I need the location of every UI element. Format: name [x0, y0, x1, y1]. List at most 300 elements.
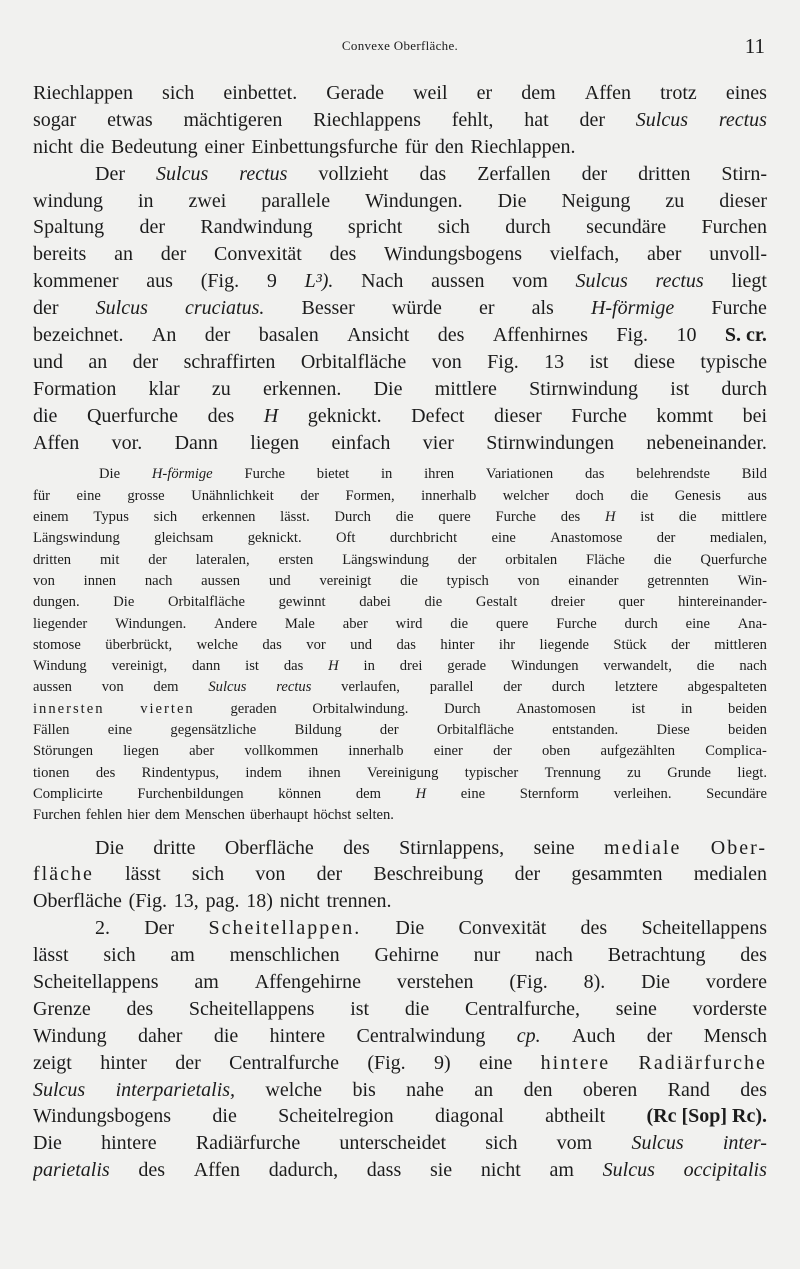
word: der: [132, 350, 159, 373]
word: durch: [551, 679, 585, 696]
word: von: [33, 572, 55, 589]
word: die: [678, 509, 697, 526]
word: entstanden.: [552, 722, 619, 739]
word: Querfurche: [86, 404, 179, 427]
word: am: [194, 970, 219, 993]
word: Der: [144, 917, 175, 940]
text-line: [33, 322, 767, 349]
word: Centralfurche,: [465, 997, 580, 1020]
word: Fig.: [616, 324, 649, 347]
word: geknickt.: [247, 530, 302, 547]
text-line: [33, 295, 767, 322]
word: Sulcus: [95, 297, 148, 320]
word: Variationen: [485, 466, 554, 483]
text-line: [33, 720, 767, 741]
word: der: [457, 551, 477, 568]
word: Besser: [301, 297, 355, 320]
word: Die: [373, 377, 403, 400]
word: eine: [107, 722, 133, 739]
word: Sulcus: [635, 108, 689, 131]
word: höchst: [313, 807, 352, 824]
word: Windung: [33, 1024, 107, 1047]
word: Beschreibung: [373, 863, 484, 886]
word: Auch: [572, 1024, 616, 1047]
word: das: [419, 162, 447, 185]
word: Male: [284, 615, 315, 632]
word: fehlt,: [451, 108, 494, 131]
text-line: [33, 571, 767, 592]
word: Durch: [444, 700, 481, 717]
text-line: [33, 741, 767, 762]
word: einer: [433, 743, 463, 760]
word: nur: [473, 944, 501, 967]
word: Affen: [33, 431, 80, 454]
word: Windungen.: [115, 615, 187, 632]
word: die: [400, 572, 418, 589]
word: aussen: [33, 679, 72, 696]
word: lässt: [125, 863, 161, 886]
word: ist: [350, 997, 370, 1020]
word: Orbitalwindung.: [312, 700, 409, 717]
word: Sulcus: [156, 162, 209, 185]
word: Gehirne: [374, 944, 439, 967]
word: Einbettungsfurche: [251, 135, 398, 158]
word: abtheilt: [545, 1105, 606, 1128]
word: Längswindung: [342, 551, 429, 568]
word: Sulcus: [575, 270, 628, 293]
word: fläche: [33, 863, 94, 886]
word: Scheitelregion: [278, 1105, 394, 1128]
word: das: [283, 658, 304, 675]
page-header: [33, 36, 767, 58]
word: der: [316, 863, 343, 886]
word: an: [114, 243, 133, 266]
word: typisch: [446, 572, 489, 589]
word: doch: [575, 487, 604, 504]
text-line: [33, 214, 767, 241]
word: Die: [95, 836, 124, 859]
word: vereinigt: [319, 572, 372, 589]
word: Diese: [656, 722, 690, 739]
word: zeigt: [33, 1051, 72, 1074]
word: hat: [524, 108, 549, 131]
text-line: [33, 403, 767, 430]
word: hinter: [100, 1051, 147, 1074]
word: Oberfläche: [224, 836, 314, 859]
word: von: [431, 350, 462, 373]
word: nebeneinander.: [646, 431, 767, 454]
word: nahe: [406, 1078, 444, 1101]
word: für: [33, 487, 51, 504]
word: 13,: [173, 890, 199, 913]
word: Längswindung: [33, 530, 120, 547]
word: zu: [665, 189, 685, 212]
word: innerhalb: [421, 487, 477, 504]
word: in: [363, 658, 375, 675]
word: Bildung: [294, 722, 342, 739]
word: durch: [505, 216, 551, 239]
word: Furche: [556, 615, 597, 632]
word: liegen: [123, 743, 159, 760]
word: lässt: [33, 944, 69, 967]
word: gleichsam: [154, 530, 214, 547]
word: indem: [245, 764, 282, 781]
word: belehrendste: [636, 466, 710, 483]
word: Windungsbogens: [33, 1105, 172, 1128]
word: hintere: [101, 1132, 157, 1155]
word: der: [503, 679, 522, 696]
word: Sternform: [519, 785, 579, 802]
word: der: [379, 722, 399, 739]
word: Nach: [361, 270, 404, 293]
text-line: [33, 550, 767, 571]
word: Furchen: [701, 216, 767, 239]
word: liegt.: [737, 764, 767, 781]
word: Dann: [174, 431, 218, 454]
word: ist: [245, 658, 259, 675]
word: des: [560, 509, 581, 526]
text-line: [33, 376, 767, 403]
word: wird: [395, 615, 423, 632]
word: Die: [641, 970, 671, 993]
word: cruciatus.: [184, 297, 265, 320]
word: überhaupt: [249, 807, 309, 824]
word: typische: [700, 350, 767, 373]
word: Riechlappen.: [470, 135, 576, 158]
word: und: [350, 636, 373, 653]
word: schraffirten: [183, 350, 276, 373]
word: weil: [413, 82, 448, 104]
word: der: [656, 530, 676, 547]
word: ihr: [498, 636, 516, 653]
text-line: [33, 699, 767, 720]
word: durch: [721, 377, 767, 400]
word: hintereinander-: [678, 594, 767, 611]
word: dabei: [359, 594, 391, 611]
word: orbitalen: [505, 551, 558, 568]
word: ist: [640, 509, 655, 526]
word: der: [300, 487, 320, 504]
word: vor: [306, 636, 326, 653]
word: liegende: [539, 636, 589, 653]
text-line: [33, 614, 767, 635]
word: innersten: [33, 700, 105, 717]
word: Affengehirne: [254, 970, 361, 993]
word: der: [139, 216, 166, 239]
word: gesammten: [571, 863, 663, 886]
word: ersten: [278, 551, 314, 568]
word: seine: [615, 997, 657, 1020]
word: Formation: [33, 377, 117, 400]
word: Orbitalfläche: [436, 722, 514, 739]
word: Scheitellappen.: [208, 917, 362, 940]
word: den: [434, 135, 464, 158]
text-line: [33, 635, 767, 656]
word: der: [204, 324, 231, 347]
word: H-förmige: [151, 466, 213, 483]
word: ist: [631, 700, 646, 717]
word: liegt: [731, 270, 767, 293]
word: daher: [138, 1024, 183, 1047]
word: 13: [544, 350, 565, 373]
word: sich: [162, 82, 195, 104]
word: Win-: [737, 572, 767, 589]
word: nach: [739, 658, 767, 675]
word: geknickt.: [307, 404, 382, 427]
word: rectus: [276, 679, 312, 696]
word: lässt.: [280, 509, 310, 526]
word: medialen: [693, 863, 767, 886]
word: zwei: [188, 189, 227, 212]
word: bereits: [33, 243, 87, 266]
word: Menschen: [184, 807, 245, 824]
word: erkennen: [201, 509, 256, 526]
word: Oberfläche: [33, 890, 122, 913]
word: ist: [589, 350, 609, 373]
body-text: [33, 80, 767, 1184]
word: er: [478, 297, 495, 320]
word: dem: [154, 807, 180, 824]
paragraph: [33, 835, 767, 916]
word: für: [404, 135, 429, 158]
word: Typus: [93, 509, 129, 526]
word: dass: [366, 1159, 402, 1182]
word: hier: [127, 807, 150, 824]
word: eine: [460, 785, 486, 802]
word: seine: [533, 836, 575, 859]
word: vordere: [705, 970, 767, 993]
word: parietalis: [33, 1159, 110, 1182]
word: vorderste: [692, 997, 767, 1020]
word: Convexität: [458, 917, 547, 940]
word: einander: [568, 572, 619, 589]
word: dreier: [550, 594, 585, 611]
word: beiden: [728, 722, 767, 739]
word: zu: [627, 764, 641, 781]
word: verleihen.: [613, 785, 672, 802]
word: Rand: [667, 1078, 710, 1101]
word: 8).: [583, 970, 606, 993]
word: durchbricht: [389, 530, 458, 547]
word: des: [437, 324, 465, 347]
text-line: [33, 161, 767, 188]
word: überbrückt,: [105, 636, 173, 653]
word: welcher: [502, 487, 549, 504]
word: Anastomose: [550, 530, 623, 547]
text-line: [33, 942, 767, 969]
word: fehlen: [85, 807, 123, 824]
word: dadurch,: [268, 1159, 339, 1182]
word: Mensch: [703, 1024, 767, 1047]
word: vierten: [140, 700, 195, 717]
word: dann: [191, 658, 221, 675]
word: Affenhirnes: [492, 324, 588, 347]
word: Windungsbogens: [384, 243, 523, 266]
word: beiden: [728, 700, 767, 717]
word: Convexität: [214, 243, 302, 266]
word: des: [126, 997, 154, 1020]
word: vielfach,: [549, 243, 620, 266]
word: eine: [491, 530, 516, 547]
word: vom: [512, 270, 548, 293]
running-title: Convexe Oberfläche.: [341, 38, 459, 53]
word: H: [328, 658, 339, 675]
word: nach: [144, 572, 173, 589]
word: sich: [153, 509, 178, 526]
word: Unähnlichkeit: [191, 487, 274, 504]
word: des: [138, 1159, 166, 1182]
text-line: [33, 784, 767, 805]
word: vom: [556, 1132, 593, 1155]
word: Complicirte: [33, 785, 103, 802]
word: 2.: [95, 917, 110, 940]
word: rectus: [718, 108, 767, 131]
text-line: [33, 805, 767, 826]
word: der: [160, 243, 187, 266]
word: Die: [113, 594, 135, 611]
word: tionen: [33, 764, 70, 781]
word: (Fig.: [128, 890, 167, 913]
word: durch: [624, 615, 658, 632]
word: quere: [495, 615, 529, 632]
word: medialen,: [709, 530, 767, 547]
page-number: 11: [744, 34, 765, 58]
word: grosse: [127, 487, 165, 504]
word: Riechlappen: [33, 82, 133, 104]
word: er: [476, 82, 493, 104]
word: Die: [33, 1132, 62, 1155]
word: diagonal: [434, 1105, 504, 1128]
word: Ober-: [710, 836, 767, 859]
word: dritten: [638, 162, 691, 185]
word: aufgezählten: [600, 743, 676, 760]
word: Die: [395, 917, 425, 940]
text-line: [33, 1023, 767, 1050]
word: vier: [422, 431, 454, 454]
word: Querfurche: [700, 551, 767, 568]
word: die: [79, 135, 105, 158]
text-line: [33, 996, 767, 1023]
word: Ana-: [737, 615, 767, 632]
word: liegender: [33, 615, 88, 632]
word: geraden: [230, 700, 277, 717]
word: oberen: [582, 1078, 638, 1101]
word: der: [646, 1024, 673, 1047]
word: dem: [355, 785, 381, 802]
word: Die: [99, 466, 121, 483]
word: sich: [103, 944, 136, 967]
word: Die: [497, 189, 527, 212]
word: Neigung: [561, 189, 631, 212]
word: hinter: [440, 636, 475, 653]
word: Defect: [411, 404, 465, 427]
word: kommt: [656, 404, 714, 427]
word: Betrachtung: [607, 944, 706, 967]
word: verstehen: [396, 970, 474, 993]
word: Stück: [613, 636, 647, 653]
word: oben: [541, 743, 571, 760]
word: einem: [33, 509, 69, 526]
word: Bedeutung: [111, 135, 198, 158]
word: H: [263, 404, 279, 427]
word: secundäre: [586, 216, 667, 239]
word: quer: [618, 594, 645, 611]
text-line: [33, 486, 767, 507]
word: Stirnwindung: [529, 377, 639, 400]
word: Centralwindung: [356, 1024, 486, 1047]
word: abgespalteten: [687, 679, 767, 696]
text-line: [33, 430, 767, 457]
word: interparietalis,: [115, 1078, 236, 1101]
word: aber: [647, 243, 682, 266]
text-line: [33, 835, 767, 862]
text-line: [33, 1077, 767, 1104]
word: inter-: [722, 1132, 767, 1155]
word: dieser: [493, 404, 542, 427]
word: des: [207, 404, 235, 427]
word: Bild: [741, 466, 767, 483]
word: der: [579, 108, 605, 131]
word: Windungen.: [365, 189, 463, 212]
word: können: [278, 785, 322, 802]
word: dieser: [719, 189, 767, 212]
word: dem: [153, 679, 179, 696]
word: bei: [742, 404, 767, 427]
word: getrennten: [647, 572, 709, 589]
word: Ansicht: [347, 324, 410, 347]
text-line: [33, 888, 767, 915]
word: aussen: [201, 572, 241, 589]
word: als: [531, 297, 554, 320]
word: ihren: [424, 466, 455, 483]
word: Furchenbildungen: [137, 785, 244, 802]
word: (Fig.: [509, 970, 548, 993]
text-line: [33, 134, 767, 161]
word: lateralen,: [195, 551, 250, 568]
word: der: [514, 863, 541, 886]
word: Centralfurche: [229, 1051, 340, 1074]
word: Scheitellappens: [33, 970, 159, 993]
word: 10: [676, 324, 697, 347]
word: aussen: [431, 270, 485, 293]
word: (Rc [Sop] Rc).: [646, 1105, 767, 1128]
word: nach: [535, 944, 573, 967]
text-line: [33, 1103, 767, 1130]
word: sich: [485, 1132, 518, 1155]
word: aus: [747, 487, 767, 504]
word: trennen.: [326, 890, 392, 913]
word: das: [396, 636, 416, 653]
word: die: [450, 615, 469, 632]
word: Randwindung: [200, 216, 313, 239]
word: Radiärfurche: [195, 1132, 301, 1155]
word: den: [523, 1078, 553, 1101]
word: der: [493, 743, 512, 760]
word: das: [584, 466, 605, 483]
word: die: [424, 594, 443, 611]
word: in: [380, 466, 393, 483]
word: Spaltung: [33, 216, 105, 239]
word: unterscheidet: [339, 1132, 447, 1155]
text-line: [33, 107, 767, 134]
word: in: [680, 700, 693, 717]
word: in: [137, 189, 154, 212]
word: aber: [342, 615, 368, 632]
paragraph: [33, 915, 767, 1184]
word: am: [549, 1159, 574, 1182]
word: mächtigeren: [183, 108, 283, 131]
word: Rindentypus,: [141, 764, 220, 781]
